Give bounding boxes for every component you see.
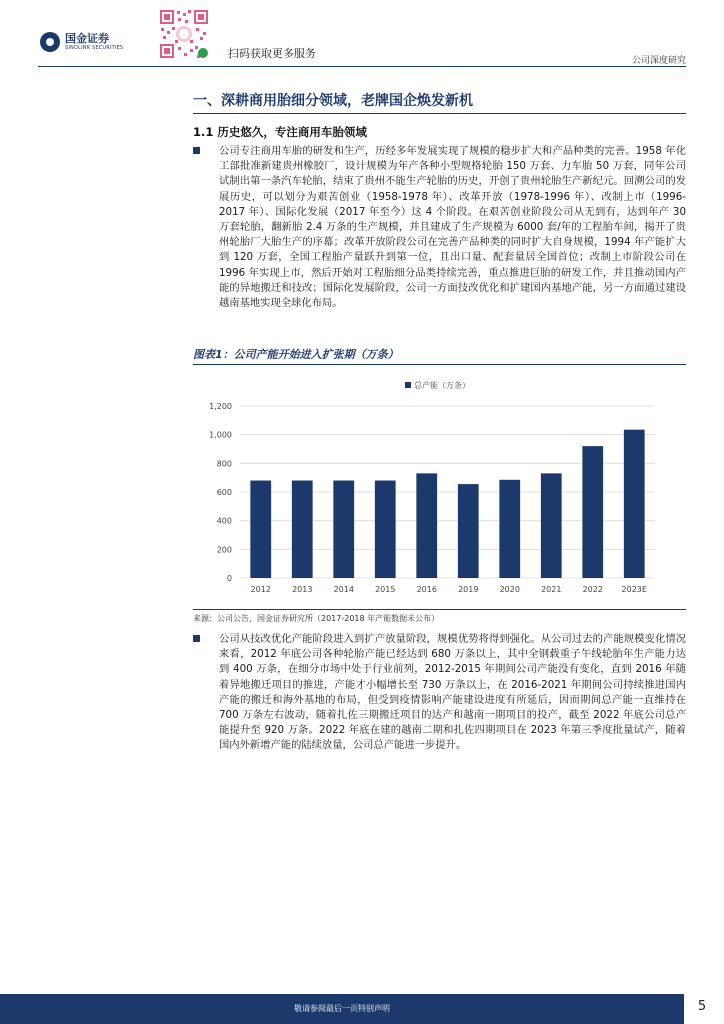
paragraph-text: 公司从技改优化产能阶段进入到扩产放量阶段，规模优势将得到强化。从公司过去的产能规模变化情况来看，2012 年底公司各种轮胎产能已经达到 680 万条以上，其中全钢载重子午线轮胎年生产能力达到 400 万条，在细分市场中处于行业前列，2012-2015 年期间公司产能没有变化，直到 2016 年随着异地搬迁项目的推进，产能才小幅增长至 730 万条以上，在 2016-2021 年期间公司持续推进国内产能的搬迁和海外基地的布局，但受到疫情影响产能建设进度有所延后，因而期间总产能一直维持在 700 万条左右波动，随着扎佐三期搬迁项目的达产和越南一期项目的投产，截至 2022 年底公司总产能提升至 920 万条。2022 年底在建的越南二期和扎佐四期项目在 2023 年第三季度批量试产，随着国内外新增产能的陆续放量，公司总产能进一步提升。 (219, 633, 686, 752)
y-tick-label: 200 (216, 545, 232, 555)
page-header (0, 0, 724, 70)
page-number: 5 (697, 999, 707, 1014)
y-tick-label: 0 (226, 574, 232, 583)
qr-caption: 扫码获取更多服务 (228, 47, 316, 60)
capacity-bar-chart (193, 366, 686, 606)
y-tick-label: 400 (216, 516, 232, 526)
company-logo (40, 32, 150, 52)
figure-bottom-rule (193, 609, 686, 610)
x-tick-label: 2019 (458, 585, 479, 594)
bar-2014 (333, 481, 354, 578)
footer-disclaimer[interactable]: 敬请参阅最后一页特别声明 (294, 1004, 390, 1013)
body-paragraph-2 (193, 632, 686, 754)
x-tick-label: 2016 (416, 585, 437, 594)
x-tick-label: 2014 (333, 585, 354, 594)
x-tick-label: 2023E (621, 585, 647, 594)
bar-2012 (250, 481, 271, 578)
section-heading: 一、深耕商用胎细分领域，老牌国企焕发新机 (193, 93, 473, 109)
bullet-square-icon (193, 147, 200, 154)
legend-swatch (405, 382, 411, 388)
body-paragraph-1 (193, 144, 686, 311)
subsection-heading: 1.1 历史悠久，专注商用车胎领域 (193, 125, 367, 139)
bar-2021 (541, 473, 562, 578)
bar-2016 (416, 473, 437, 578)
paragraph-text: 公司专注商用车胎的研发和生产，历经多年发展实现了规模的稳步扩大和产品种类的完善。1958 年化工部批准新建贵州橡胶厂，设计规模为年产各种小型规格轮胎 150 万套、力车胎 50 万套，同年公司试制出第一条汽车轮胎，结束了贵州不能生产轮胎的历史，开创了贵州轮胎生产新纪元。回溯公司的发展历史，可以划分为艰苦创业（1958-1978 年）、改革开放（1978-1996 年）、改制上市（1996-2017 年）、国际化发展（2017 年至今）这 4 个阶段。在艰苦创业阶段公司从无到有，达到年产 30 万套轮胎，翻新胎 2.4 万条的生产规模，并且建成了生产规模为 6000 套/年的工程胎车间，揭开了贵州轮胎厂大胎生产的序幕；改革开放阶段公司在完善产品种类的同时扩大自身规模，1994 年产能扩大到 120 万套，全国工程胎产量跃升到第一位，且出口量、配套量居全国首位；改制上市阶段公司在 1996 年实现上市，然后开始对工程胎细分品类持续完善，重点推进巨胎的研发工作，并且推动国内产能的异地搬迁和技改；国际化发展阶段，公司一方面技改优化和扩建国内基地产能，另一方面通过建设越南基地实现全球化布局。 (219, 145, 686, 310)
x-tick-label: 2015 (375, 585, 396, 594)
y-tick-label: 1,200 (209, 402, 232, 411)
chart-x-axis (251, 585, 647, 594)
chart-bars (250, 430, 644, 578)
figure-title: 图表1：公司产能开始进入扩张期（万条） (193, 348, 399, 361)
bar-2022 (582, 446, 603, 578)
sinolink-logo-icon (40, 32, 60, 52)
legend-label: 总产能（万条） (414, 381, 470, 390)
header-divider (38, 66, 686, 67)
x-tick-label: 2013 (292, 585, 313, 594)
bullet-square-icon (193, 635, 200, 642)
x-tick-label: 2021 (541, 585, 562, 594)
bar-2019 (458, 484, 479, 578)
bar-2020 (499, 480, 520, 578)
section-divider (193, 113, 686, 114)
y-tick-label: 1,000 (209, 430, 232, 440)
logo-name-cn: 国金证券 (65, 32, 109, 45)
figure-source: 来源：公司公告，国金证券研究所（2017-2018 年产能数据未公布） (193, 614, 440, 623)
bar-2015 (375, 481, 396, 578)
report-type-label: 公司深度研究 (631, 56, 686, 66)
logo-text (65, 33, 123, 51)
x-tick-label: 2022 (582, 585, 603, 594)
figure-top-rule (193, 364, 686, 365)
x-tick-label: 2020 (499, 585, 520, 594)
bar-2023E (624, 430, 645, 578)
logo-name-en: SINOLINK SECURITIES (65, 45, 124, 51)
y-tick-label: 600 (216, 488, 232, 497)
x-tick-label: 2012 (250, 585, 271, 594)
bar-2013 (292, 481, 313, 578)
chart-y-axis (209, 402, 232, 583)
y-tick-label: 800 (216, 459, 232, 469)
chart-legend (405, 380, 470, 390)
qr-code-icon[interactable] (157, 7, 211, 61)
